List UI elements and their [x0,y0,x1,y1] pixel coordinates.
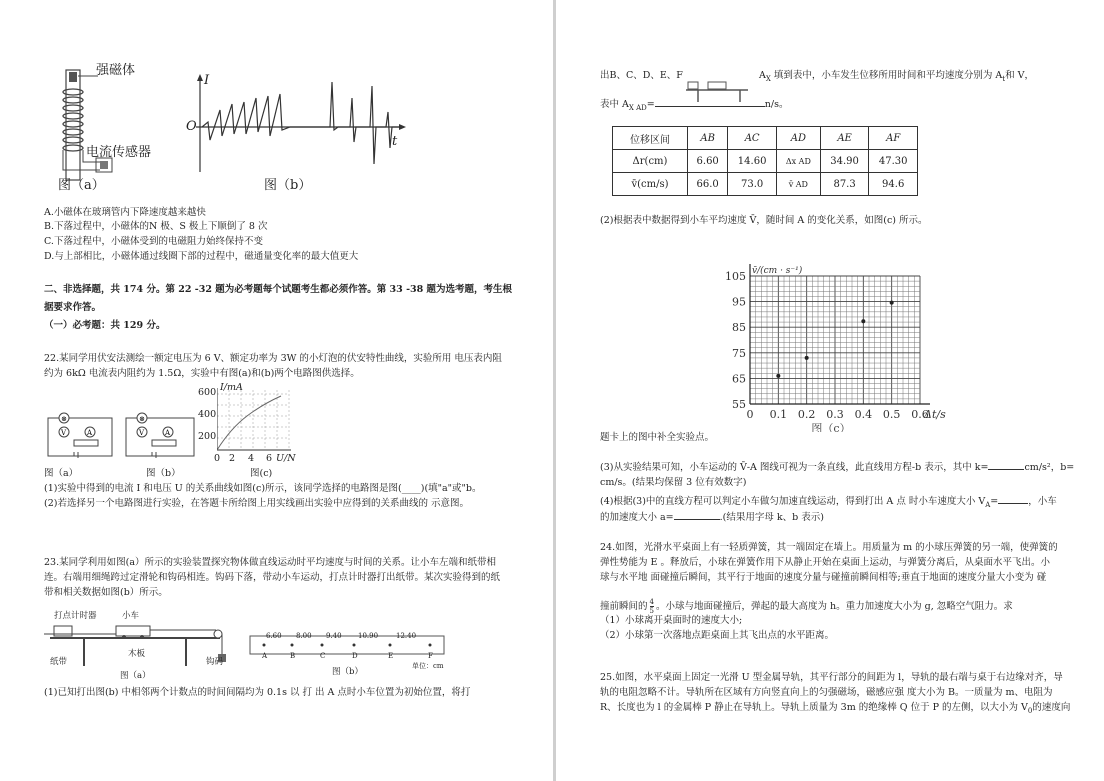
option-d: D.与上部相比，小磁体通过线圈下部的过程中，磁通量变化率的最大值更大 [44,251,359,262]
table-cell: 14.60 [728,150,777,173]
y-tick-label: 105 [725,270,746,283]
q23-cont-line2 [600,98,788,115]
q25-line3-sub: 0 [1027,706,1033,715]
q23-tape-point-c: C [320,652,326,660]
svg-text:⊗: ⊗ [139,415,145,423]
fig-b-caption: 图（b） [264,178,312,193]
q22-graph-ytick-600: 600 [198,387,217,398]
q24-line1: 24.如图，光滑水平桌面上有一轻质弹簧，其一端固定在墙上。用质量为 m 的小球压弹簧的另一端，使弹簧的 [600,542,1058,553]
table-row [613,150,918,173]
table-row [613,173,918,196]
cont-line2-part-a: 表中 A [600,99,629,110]
cont-line1-sub-t: t [1002,74,1006,83]
q23-caption-a: 图（a） [120,671,151,681]
q23-cont-line1 [600,69,1034,86]
data-point [805,356,809,360]
q24-sub2: （2）小球第一次落地点距桌面上其飞出点的水平距离。 [600,630,835,641]
cont-line1-part-a: 出B、C、D、E、F [600,70,683,81]
q23-sub2: (2)根据表中数据得到小车平均速度 V̄，随时间 A 的变化关系，如图(c) 所示。 [600,215,928,226]
q22-graph-ytick-200: 200 [198,431,217,442]
table-cell: 66.0 [688,173,728,196]
q25-line3-text: R、长度也为 l 的金属棒 P 静止在导轨上。导轨上质量为 3m 的绝缘棒 Q 位于 P 的左侧，以大小为 V [600,702,1028,713]
cont-line1-part-d: 填到表中，小车发生位移所用时间和平均速度分别为 A [773,70,1003,81]
q24-fraction-denominator: 5 [649,607,654,615]
q23-sub3-line1 [600,461,1074,474]
q22-caption-c: 图(c) [250,468,273,479]
fig-a-caption: 图（a） [58,178,105,193]
y-axis-label: v̄/(cm · s⁻¹) [752,266,803,276]
q23-tape-unit: 单位：cm [412,662,444,670]
x-tick-label: 0.3 [826,408,844,421]
q22-graph-xtick-6: 6 [266,453,273,464]
data-point [776,374,780,378]
q22-graph-xtick-4: 4 [248,453,255,464]
q24-fraction [650,598,654,615]
q22-graph-xlabel: U/N [276,453,296,464]
table-cell: 6.60 [688,150,728,173]
q25-line2: 轨的电阻忽略不计。导轨所在区域有方向竖直向上的匀强磁场，磁感应强 度大小为 B。一质量为 m、电阻为 [600,687,1053,698]
q23-sub4-text-a: (4)根据(3)中的直线方程可以判定小车做匀加速直线运动，得到打出 A 点 时小车速度大小 V [600,496,986,507]
q23-tape-point-d: D [352,652,358,660]
q23-sub4-text-d: ，小车 [1028,496,1057,507]
chart-caption: 图（c） [811,422,851,432]
table-header-cell: AC [728,127,777,150]
q22-graph-xtick-0: 0 [214,453,221,464]
svg-text:A: A [87,429,93,437]
q24-line2: 弹性势能为 E 。释放后，小球在弹簧作用下从静止开始在桌面上运动，与弹簧分离后，从桌面水平飞出。小 [600,557,1050,568]
q22-graph-xtick-2: 2 [229,453,236,464]
option-b: B.下落过程中，小磁体的N 极、S 极上下顺倒了 8 次 [44,221,268,232]
q23-tape-value-3: 9.40 [326,632,342,640]
x-tick-label: 0.1 [769,408,788,421]
subsection-heading: （一）必考题：共 129 分。 [44,320,166,331]
q23-sub3-text-a: (3)从实验结果可知，小车运动的 V̄-A 图线可视为一条直线，此直线用方程-b 表示，其中 k= [600,462,989,473]
table-cell: 34.90 [820,150,869,173]
q23-tape-value-1: 6.60 [266,632,282,640]
q22-caption-a: 图（a） [44,468,79,479]
q22-iu-graph [217,388,293,454]
q23-sub4-text-f: .(结果用字母 k、b 表示) [719,512,824,523]
q23-tape-point-f: F [428,652,433,660]
q24-line4-part-b: 。小球与地面碰撞后，弹起的最大高度为 h。重力加速度大小为 g, 忽略空气阻力。求 [655,601,1013,612]
cont-line1-sub-x: X [765,74,771,83]
data-point [890,301,894,305]
q23-text-line1: 23.某同学利用如图(a）所示的实验装置探究物体做直线运动时平均速度与时间的关系。让小车左端和纸带相 [44,557,496,568]
table-header-cell: AB [688,127,728,150]
sub2-continuation: 题卡上的图中补全实验点。 [600,432,715,443]
fig-b-axis-x: t [392,134,398,149]
option-c: C.下落过程中，小磁体受到的电磁阻力始终保持不变 [44,236,263,247]
q23-fig-label-weight: 钩码 [206,657,224,667]
q22-sub2: (2)若选择另一个电路图进行实验，在答题卡所给图上用实线画出实验中应得到的关系曲线的 示意图。 [44,498,469,509]
table-cell: 87.3 [820,173,869,196]
data-point [861,319,865,323]
q22-circuit-b [122,412,198,460]
cont-line2-sub: X AD [628,103,647,112]
y-tick-label: 95 [732,295,746,309]
q23-tape-point-e: E [388,652,394,660]
q23-sub4-line2 [600,511,824,524]
q23-text-line3: 带和相关数据如图(b）所示。 [44,587,168,598]
cont-line2-eq: = [646,99,655,110]
q22-graph-ylabel: I/mA [220,382,243,393]
q24-line4-part-a: 撞前瞬间的 [600,601,648,612]
q23-sub3-line2: cm/s。(结果均保留 3 位有效数字) [600,477,747,488]
q25-line1: 25.如图，水平桌面上固定一光滑 U 型金属导轨，其平行部分的间距为 l，导轨的最右端与桌于右边缘对齐，导 [600,672,1063,683]
option-a: A.小磁体在玻璃管内下降速度越来越快 [44,207,206,218]
q23-velocity-time-chart [706,252,956,432]
q23-sub4-sub: A [985,500,991,509]
x-tick-label: 0.4 [854,408,873,421]
table-header-cell: 位移区间 [613,127,688,150]
table-cell: v̄ AD [776,173,820,196]
x-tick-label: 0.6 [911,408,929,421]
q24-line4 [600,598,1013,615]
table-cell: v̄(cm/s) [613,173,688,196]
y-tick-label: 55 [732,398,746,411]
q23-caption-b: 图（b） [332,667,363,677]
q22-sub1: (1)实验中得到的电流 I 和电压 U 的关系曲线如图(c)所示，该同学选择的电路图是图(____)(填"a"或"b。 [44,483,482,494]
q23-tape-value-2: 8.00 [296,632,312,640]
table-cell: 94.6 [869,173,918,196]
q23-fig-label-timer: 打点计时器 [54,611,97,621]
table-cell: 73.0 [728,173,777,196]
q23-tape-value-5: 12.40 [396,632,417,640]
q25-line3 [600,701,1070,718]
cont-line2-unit: n/s。 [764,99,789,110]
section-heading-line1: 二、非选择题，共 174 分。第 22 -32 题为必考题每个试题考生都必须作答。第 33 -38 题为选考题，考生根 [44,284,513,295]
q24-line3: 球与水平地 面碰撞后瞬间，其平行于地面的速度分量与碰撞前瞬间相等;垂直于地面的速度分量大小变为 碰 [600,572,1047,583]
q23-fig-label-board: 木板 [128,649,146,659]
table-cell: 47.30 [869,150,918,173]
svg-text:V: V [61,429,67,437]
section-heading-line2: 据要求作答。 [44,302,102,313]
q23-sub1: (1)已知打出图(b) 中相邻两个计数点的时间间隔均为 0.1s 以 打 出 A 点时小车位置为初始位置，将打 [44,687,471,698]
q23-sub4-text-e: 的加速度大小 a= [600,512,674,523]
q23-tape-point-a: A [262,652,268,660]
table-header-cell: AF [869,127,918,150]
figure-current-waveform [180,72,410,182]
q22-caption-b: 图（b） [146,468,181,479]
table-cell: Δx AD [776,150,820,173]
q23-tape-value-4: 10.90 [358,632,379,640]
cont-line1-part-b: A [758,70,766,81]
q23-fig-label-cart: 小车 [122,611,140,621]
x-tick-label: 0.5 [882,408,901,421]
q22-text-line2: 约为 6kΩ 电流表内阻约为 1.5Ω，实验中有图(a)和(b)两个电路图供选择。 [44,368,360,379]
y-tick-label: 65 [732,372,746,386]
x-axis-label: Δt/s [924,408,946,421]
right-page [556,0,1104,781]
q24-sub1: （1）小球离开桌面时的速度大小; [600,615,743,626]
fig-a-label-sensor: 电流传感器 [86,145,152,160]
svg-text:⊗: ⊗ [61,415,67,423]
table-cell: Δr(cm) [613,150,688,173]
q22-text-line1: 22.某同学用伏安法测绘一额定电压为 6 V、额定功率为 3W 的小灯泡的伏安特性曲线，实验所用 电压表内阻 [44,353,502,364]
q23-fig-label-tape: 纸带 [50,657,68,667]
q23-sub4-line1 [600,495,1057,512]
table-header-cell: AE [820,127,869,150]
fig-b-origin: O [186,119,197,134]
table-header-row [613,127,918,150]
x-tick-label: 0 [746,408,754,421]
fig-b-axis-y: I [204,73,210,88]
svg-text:A: A [165,429,171,437]
q23-sub3-text-b: cm/s²，b= [1024,462,1075,473]
q23-text-line2: 连。右端用细绳跨过定滑轮和钩码相连。钩码下落，带动小车运动，打点计时器打出纸带。某次实验得到的纸 [44,572,501,583]
q23-data-table [612,126,918,196]
table-header-cell: AD [776,127,820,150]
svg-text:V: V [139,429,145,437]
q22-graph-ytick-400: 400 [198,409,217,420]
q25-line3-end: 的速度向 [1032,702,1071,713]
y-tick-label: 85 [732,321,746,335]
q22-circuit-a [44,412,116,460]
q23-sub4-eq: = [990,496,999,507]
q24-fraction-numerator: 4 [649,598,654,606]
cont-line1-part-f: 和 V， [1005,70,1034,81]
q23-tape-point-b: B [290,652,296,660]
x-tick-label: 0.2 [797,408,816,421]
y-tick-label: 75 [732,346,746,360]
fig-a-label-magnet: 强磁体 [96,63,136,78]
